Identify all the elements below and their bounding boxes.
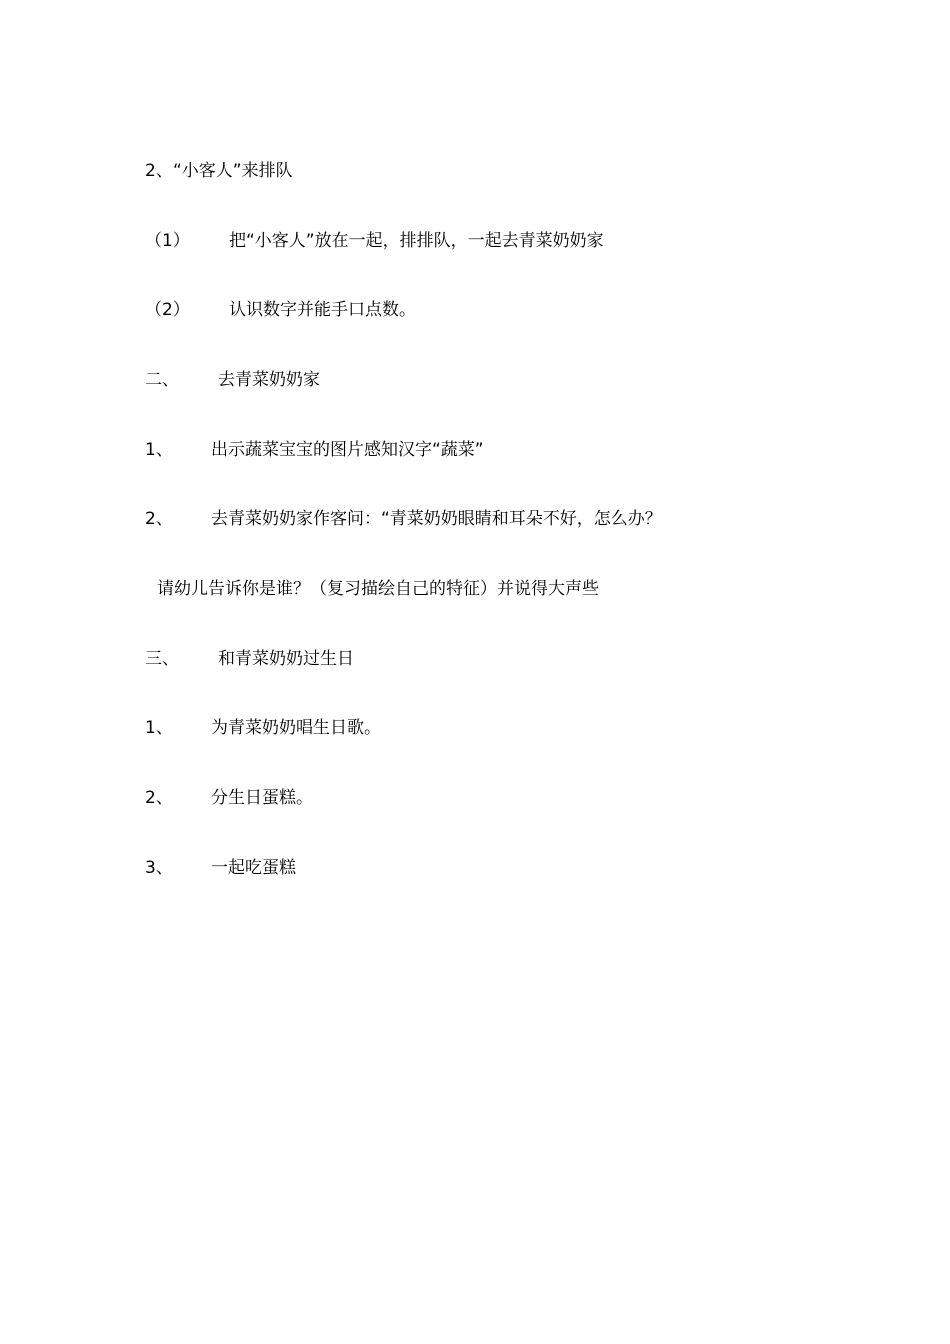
list-marker: 1、 <box>145 440 173 460</box>
line-text: 去青菜奶奶家作客问：“青菜奶奶眼睛和耳朵不好，怎么办？ <box>211 509 662 529</box>
list-marker: 二、 <box>145 370 179 390</box>
line-text: 分生日蛋糕。 <box>211 788 313 808</box>
list-marker: 2、 <box>145 788 173 808</box>
line-text: 把“小客人”放在一起，排排队，一起去青菜奶奶家 <box>229 231 604 251</box>
line-text: 去青菜奶奶家 <box>218 370 320 390</box>
line-text: 认识数字并能手口点数。 <box>229 300 416 320</box>
line-text: 一起吃蛋糕 <box>211 858 296 878</box>
list-marker: 1、 <box>145 718 173 738</box>
list-marker: 3、 <box>145 858 173 878</box>
list-marker: 2、 <box>145 161 173 181</box>
list-marker: 三、 <box>145 649 179 669</box>
line-text: “小客人”来排队 <box>173 161 293 181</box>
line-text: 为青菜奶奶唱生日歌。 <box>211 718 381 738</box>
line-text: 和青菜奶奶过生日 <box>218 649 354 669</box>
list-marker: （1） <box>145 231 190 251</box>
line-text: 出示蔬菜宝宝的图片感知汉字“蔬菜” <box>211 440 484 460</box>
list-marker: （2） <box>145 300 190 320</box>
list-marker: 2、 <box>145 509 173 529</box>
line-text: 请幼儿告诉你是谁？（复习描绘自己的特征）并说得大声些 <box>157 579 599 599</box>
